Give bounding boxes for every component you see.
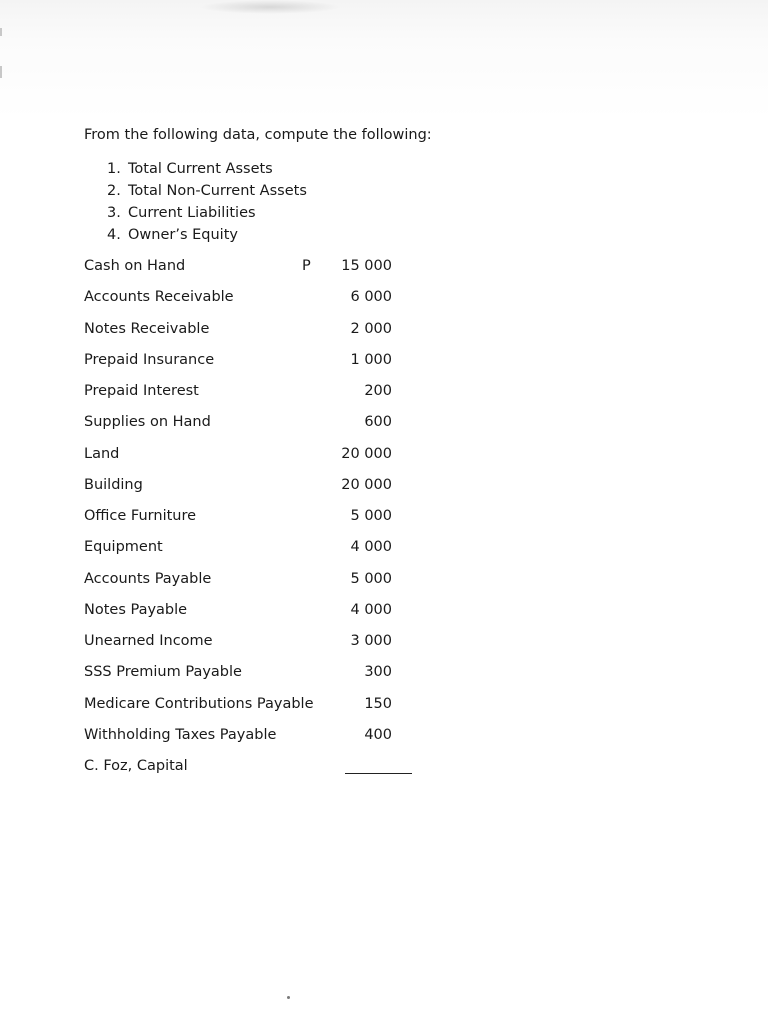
account-label: Medicare Contributions Payable [84, 695, 314, 712]
question-text: Owner’s Equity [128, 227, 238, 243]
account-amount: 5 000 [350, 508, 392, 524]
question-number: 4. [107, 227, 121, 243]
account-amount: 4 000 [350, 601, 392, 618]
account-row [84, 504, 424, 535]
account-amount: 400 [364, 726, 392, 743]
instruction-text: From the following data, compute the following: [84, 127, 432, 143]
account-row [84, 660, 424, 691]
account-amount: 20 000 [341, 476, 392, 493]
account-ledger [84, 254, 424, 785]
capital-label: C. Foz, Capital [84, 758, 188, 774]
account-amount: 15 000 [341, 258, 392, 274]
account-amount: 6 000 [350, 289, 392, 306]
question-text: Total Non-Current Assets [128, 183, 307, 199]
account-row [84, 254, 424, 285]
account-amount: 200 [364, 383, 392, 399]
account-label: Supplies on Hand [84, 414, 211, 431]
question-item [107, 224, 307, 246]
scan-speck [287, 996, 290, 999]
account-label: SSS Premium Payable [84, 664, 242, 681]
account-row [84, 473, 424, 504]
scan-edge-mark [0, 28, 2, 36]
account-row [84, 535, 424, 566]
scan-edge-mark [0, 66, 2, 78]
account-amount: 4 000 [350, 539, 392, 556]
account-label: Accounts Payable [84, 570, 212, 587]
account-label: Land [84, 445, 120, 462]
account-label: Accounts Receivable [84, 289, 234, 306]
currency-symbol: P [302, 258, 311, 274]
account-row [84, 567, 424, 598]
account-amount: 3 000 [350, 633, 392, 649]
account-row [84, 317, 424, 348]
question-number: 3. [107, 205, 121, 221]
scan-smudge [200, 0, 340, 14]
account-row [84, 285, 424, 316]
account-row [84, 379, 424, 410]
question-text: Total Current Assets [128, 161, 273, 177]
capital-answer-blank [345, 773, 412, 774]
account-amount: 20 000 [341, 445, 392, 462]
account-label: Prepaid Insurance [84, 351, 215, 368]
question-item [107, 180, 307, 202]
account-label: Notes Receivable [84, 320, 210, 337]
account-amount: 600 [364, 414, 392, 431]
account-row [84, 692, 424, 723]
account-row [84, 598, 424, 629]
account-amount: 300 [364, 664, 392, 681]
account-row [84, 410, 424, 441]
account-amount: 150 [364, 695, 392, 712]
question-item [107, 158, 307, 180]
account-label: Equipment [84, 539, 163, 556]
account-label: Cash on Hand [84, 258, 186, 274]
account-label: Unearned Income [84, 633, 213, 649]
account-label: Withholding Taxes Payable [84, 726, 277, 743]
account-amount: 2 000 [350, 320, 392, 337]
account-row [84, 442, 424, 473]
question-number: 1. [107, 161, 121, 177]
account-label: Notes Payable [84, 601, 188, 618]
account-amount: 5 000 [350, 570, 392, 587]
capital-row [84, 754, 424, 785]
question-text: Current Liabilities [128, 205, 256, 221]
question-item [107, 202, 307, 224]
account-row [84, 629, 424, 660]
account-label: Prepaid Interest [84, 383, 199, 399]
account-label: Office Furniture [84, 508, 197, 524]
account-amount: 1 000 [350, 351, 392, 368]
account-row [84, 348, 424, 379]
account-label: Building [84, 476, 143, 493]
question-number: 2. [107, 183, 121, 199]
question-list [107, 158, 307, 246]
account-row [84, 723, 424, 754]
